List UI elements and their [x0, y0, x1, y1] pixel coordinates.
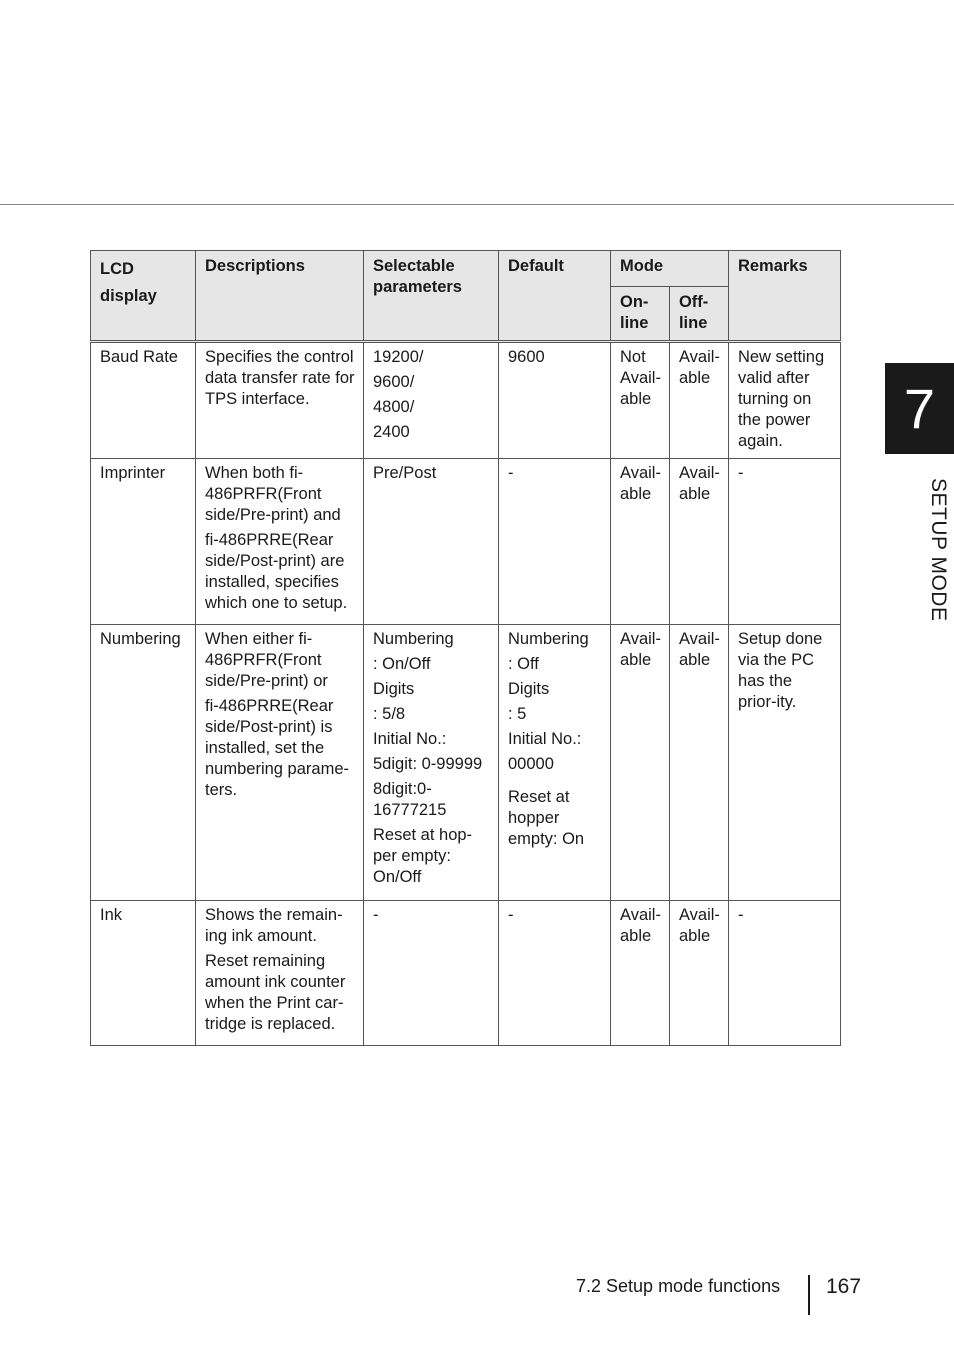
table-row: [91, 625, 841, 901]
default-cell: Numbering : Off Digits : 5 Initial No.: 00000 Reset at hopper empty: On: [499, 625, 611, 901]
table-row: [91, 459, 841, 625]
online-cell: Not Avail-able: [611, 342, 670, 459]
lcd-cell: Numbering: [91, 625, 196, 901]
remarks-cell: New setting valid after turning on the power again.: [728, 342, 840, 459]
remarks-cell: -: [728, 901, 840, 1046]
online-cell: Avail-able: [611, 459, 670, 625]
remarks-cell: Setup done via the PC has the prior-ity.: [728, 625, 840, 901]
default-cell: 9600: [499, 342, 611, 459]
header-mode: Mode: [611, 251, 729, 287]
header-lcd-display: LCD display: [91, 251, 196, 342]
header-selectable-parameters: Selectable parameters: [364, 251, 499, 342]
footer-section-title: 7.2 Setup mode functions: [576, 1276, 781, 1296]
default-cell: -: [499, 459, 611, 625]
offline-cell: Avail-able: [669, 901, 728, 1046]
chapter-side-title: SETUP MODE: [927, 478, 950, 622]
page-number: 167: [826, 1275, 862, 1298]
selectable-cell: 19200/ 9600/ 4800/ 2400: [364, 342, 499, 459]
header-default: Default: [499, 251, 611, 342]
header-off-line: Off-line: [669, 287, 728, 342]
header-rule: [0, 204, 954, 205]
offline-cell: Avail-able: [669, 342, 728, 459]
table-row: [91, 342, 841, 459]
default-cell: -: [499, 901, 611, 1046]
lcd-cell: Baud Rate: [91, 342, 196, 459]
lcd-cell: Ink: [91, 901, 196, 1046]
header-descriptions: Descriptions: [196, 251, 364, 342]
description-cell: When both fi-486PRFR(Front side/Pre-print) and fi-486PRRE(Rear side/Post-print) are installed, specifies which one to setup.: [196, 459, 364, 625]
selectable-cell: Pre/Post: [364, 459, 499, 625]
description-cell: When either fi-486PRFR(Front side/Pre-print) or fi-486PRRE(Rear side/Post-print) is installed, set the numbering parame-ters.: [196, 625, 364, 901]
selectable-cell: -: [364, 901, 499, 1046]
offline-cell: Avail-able: [669, 459, 728, 625]
offline-cell: Avail-able: [669, 625, 728, 901]
chapter-tab: 7: [885, 363, 954, 454]
remarks-cell: -: [728, 459, 840, 625]
online-cell: Avail-able: [611, 901, 670, 1046]
description-cell: Specifies the control data transfer rate for TPS interface.: [196, 342, 364, 459]
table-row: [91, 901, 841, 1046]
selectable-cell: Numbering : On/Off Digits : 5/8 Initial No.: 5digit: 0-99999 8digit:0-16777215 Reset at hop-per empty: On/Off: [364, 625, 499, 901]
footer-divider: [808, 1275, 810, 1315]
description-cell: Shows the remain-ing ink amount. Reset remaining amount ink counter when the Print car-tridge is replaced.: [196, 901, 364, 1046]
header-remarks: Remarks: [728, 251, 840, 342]
online-cell: Avail-able: [611, 625, 670, 901]
setup-parameters-table: [90, 250, 841, 1046]
header-on-line: On-line: [611, 287, 670, 342]
lcd-cell: Imprinter: [91, 459, 196, 625]
